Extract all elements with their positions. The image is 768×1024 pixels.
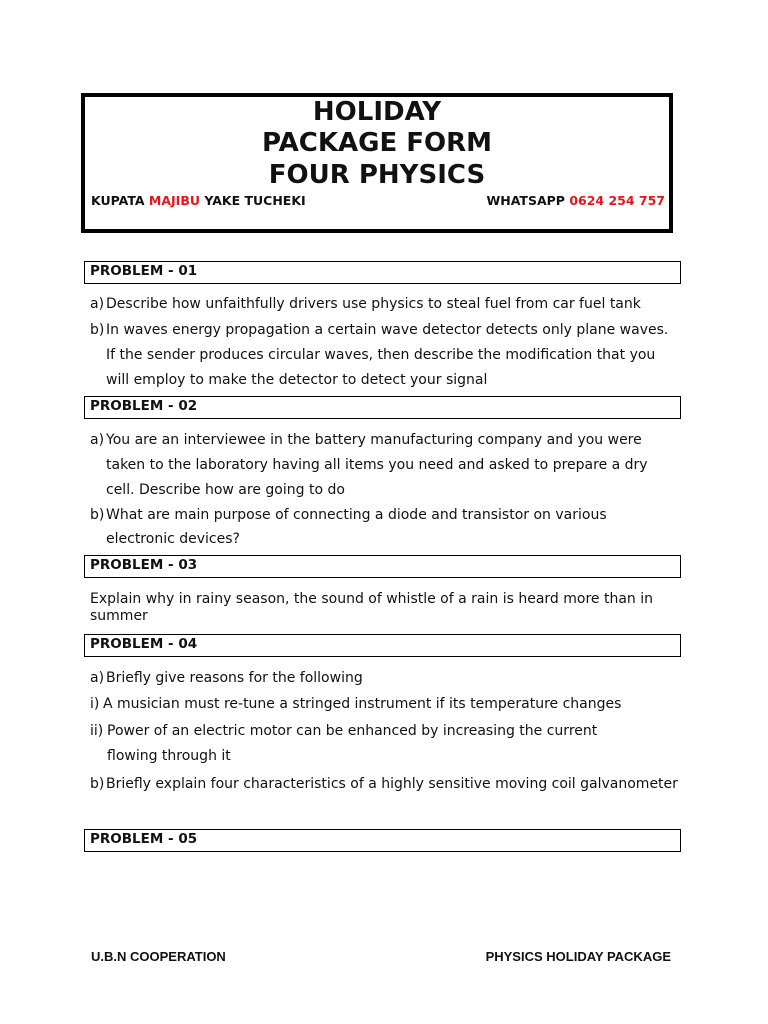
footer-right: PHYSICS HOLIDAY PACKAGE bbox=[485, 949, 671, 964]
problem-02-a-line-1: You are an interviewee in the battery manufacturing company and you were bbox=[106, 432, 642, 448]
problem-04-a-marker: a) bbox=[90, 670, 105, 686]
problem-04-ii-line-1: Power of an electric motor can be enhanced by increasing the current bbox=[107, 723, 598, 739]
problem-04-b-line-1: Briefly explain four characteristics of a highly sensitive moving coil galvanometer bbox=[106, 776, 678, 792]
title-line-3: FOUR PHYSICS bbox=[268, 160, 486, 190]
problem-01-title: PROBLEM - 01 bbox=[90, 263, 198, 279]
problem-02-b-line-1: What are main purpose of connecting a diode and transistor on various bbox=[106, 507, 607, 523]
problem-01-b-line-2: If the sender produces circular waves, then describe the modification that you bbox=[106, 347, 656, 363]
problem-03-title: PROBLEM - 03 bbox=[90, 557, 198, 573]
problem-04-b-marker: b) bbox=[90, 776, 105, 792]
header-box bbox=[81, 93, 673, 233]
tagline-prefix: KUPATA bbox=[91, 193, 149, 208]
problem-02-header bbox=[84, 396, 681, 419]
problem-04-header bbox=[84, 634, 681, 657]
problem-02-b-line-2: electronic devices? bbox=[106, 531, 240, 547]
problem-04-ii-marker: ii) bbox=[90, 723, 104, 739]
problem-03-line-1: Explain why in rainy season, the sound of whistle of a rain is heard more than in bbox=[90, 591, 653, 607]
problem-01-header bbox=[84, 261, 681, 284]
title-line-2: PACKAGE FORM bbox=[261, 128, 493, 158]
tagline bbox=[91, 193, 306, 208]
problem-04-i-line-1: A musician must re-tune a stringed instrument if its temperature changes bbox=[103, 696, 622, 712]
problem-01-b-line-1: In waves energy propagation a certain wave detector detects only plane waves. bbox=[106, 322, 669, 338]
problem-01-a-marker: a) bbox=[90, 296, 105, 312]
problem-02-a-line-2: taken to the laboratory having all items you need and asked to prepare a dry bbox=[106, 457, 648, 473]
problem-05-title: PROBLEM - 05 bbox=[90, 831, 198, 847]
problem-01-a-line-1: Describe how unfaithfully drivers use physics to steal fuel from car fuel tank bbox=[106, 296, 641, 312]
problem-02-a-marker: a) bbox=[90, 432, 105, 448]
problem-02-a-line-3: cell. Describe how are going to do bbox=[106, 482, 345, 498]
problem-02-b-marker: b) bbox=[90, 507, 105, 523]
problem-04-ii-line-2: flowing through it bbox=[107, 748, 231, 764]
problem-03-line-2: summer bbox=[90, 608, 148, 624]
problem-01-b-marker: b) bbox=[90, 322, 105, 338]
problem-01-b-line-3: will employ to make the detector to detect your signal bbox=[106, 372, 488, 388]
problem-03-header bbox=[84, 555, 681, 578]
whatsapp-number: 0624 254 757 bbox=[569, 193, 665, 208]
problem-02-title: PROBLEM - 02 bbox=[90, 398, 198, 414]
problem-05-header bbox=[84, 829, 681, 852]
problem-04-title: PROBLEM - 04 bbox=[90, 636, 198, 652]
whatsapp-label: WHATSAPP bbox=[486, 193, 570, 208]
footer-left: U.B.N COOPERATION bbox=[91, 949, 226, 964]
problem-04-i-marker: i) bbox=[90, 696, 100, 712]
problem-04-a-line-1: Briefly give reasons for the following bbox=[106, 670, 363, 686]
tagline-suffix: YAKE TUCHEKI bbox=[200, 193, 306, 208]
title-line-1: HOLIDAY bbox=[312, 97, 442, 127]
tagline-highlight: MAJIBU bbox=[148, 193, 201, 208]
whatsapp-contact bbox=[486, 193, 665, 208]
